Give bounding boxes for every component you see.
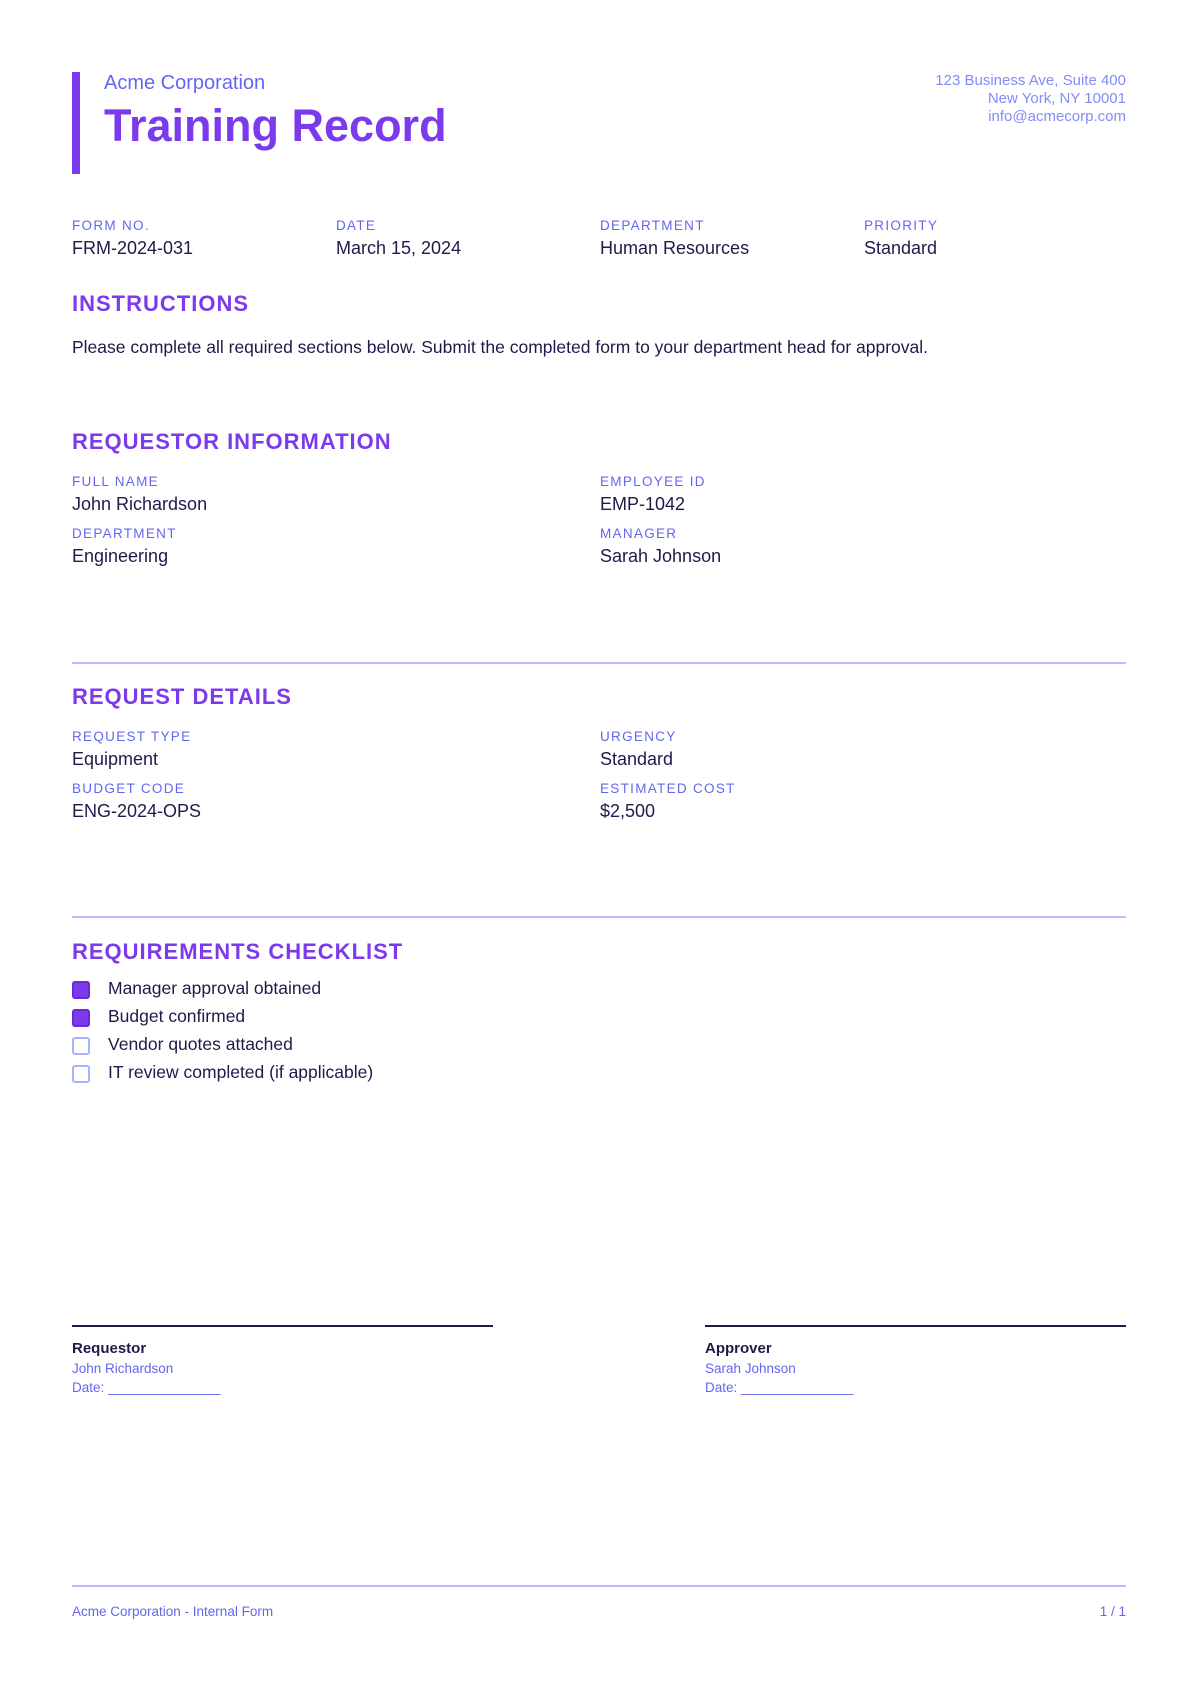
company-name: Acme Corporation <box>104 72 266 94</box>
meta-form-no <box>72 218 193 259</box>
footer-divider <box>72 1585 1126 1587</box>
signature-role: Approver <box>705 1340 772 1357</box>
field-label: EMPLOYEE ID <box>600 474 706 489</box>
header <box>72 72 1126 176</box>
field-label: FULL NAME <box>72 474 159 489</box>
meta-department <box>600 218 749 259</box>
checkbox[interactable] <box>72 1009 90 1027</box>
field-label: BUDGET CODE <box>72 781 186 796</box>
signature-name: John Richardson <box>72 1361 174 1376</box>
field-value[interactable]: John Richardson <box>72 494 208 514</box>
meta-label: FORM NO. <box>72 218 150 233</box>
field-value[interactable]: Engineering <box>72 546 169 566</box>
meta-value: Human Resources <box>600 238 750 258</box>
field-label: MANAGER <box>600 526 678 541</box>
section-divider <box>72 916 1126 918</box>
meta-label: DEPARTMENT <box>600 218 705 233</box>
signature-approver <box>705 1325 1126 1395</box>
footer-text: Acme Corporation - Internal Form <box>72 1604 274 1619</box>
instructions-text: Please complete all required sections below. Submit the completed form to your department head for approval. <box>72 337 929 357</box>
field-value[interactable]: Sarah Johnson <box>600 546 722 566</box>
checklist-heading: REQUIREMENTS CHECKLIST <box>72 939 404 964</box>
meta-value: FRM-2024-031 <box>72 238 194 258</box>
field-request-type <box>72 729 191 770</box>
request-details-heading: REQUEST DETAILS <box>72 684 292 709</box>
field-estimated-cost <box>600 781 736 822</box>
field-urgency <box>600 729 677 770</box>
address-line-1: 123 Business Ave, Suite 400 <box>935 72 1126 89</box>
address-line-2: New York, NY 10001 <box>987 90 1126 107</box>
checkbox[interactable] <box>72 1065 90 1083</box>
checkbox[interactable] <box>72 981 90 999</box>
field-employee-id <box>600 474 706 515</box>
company-email: info@acmecorp.com <box>988 108 1126 125</box>
checklist-item-label: IT review completed (if applicable) <box>108 1062 374 1082</box>
meta-value: Standard <box>864 238 938 258</box>
checklist-item-label: Manager approval obtained <box>108 978 322 998</box>
field-department <box>72 526 177 567</box>
meta-date <box>336 218 461 259</box>
signature-date[interactable]: Date: _______________ <box>705 1380 854 1395</box>
field-budget-code <box>72 781 201 822</box>
signature-role: Requestor <box>72 1340 147 1357</box>
header-accent-bar <box>72 72 80 174</box>
signature-name: Sarah Johnson <box>705 1361 796 1376</box>
section-divider <box>72 662 1126 664</box>
page-title: Training Record <box>104 100 447 151</box>
field-label: DEPARTMENT <box>72 526 177 541</box>
company-address <box>935 72 1126 126</box>
checklist-item-label: Budget confirmed <box>108 1006 246 1026</box>
form-meta <box>72 218 1126 268</box>
field-value[interactable]: ENG-2024-OPS <box>72 801 202 821</box>
field-manager <box>600 526 721 567</box>
field-label: ESTIMATED COST <box>600 781 736 796</box>
field-full-name <box>72 474 207 515</box>
requestor-heading: REQUESTOR INFORMATION <box>72 429 392 454</box>
signature-date[interactable]: Date: _______________ <box>72 1380 221 1395</box>
signature-requestor <box>72 1325 493 1395</box>
meta-label: DATE <box>336 218 377 233</box>
field-label: URGENCY <box>600 729 677 744</box>
field-value[interactable]: Equipment <box>72 749 159 769</box>
page-number: 1 / 1 <box>1099 1604 1126 1619</box>
signature-line[interactable] <box>72 1325 493 1327</box>
meta-value: March 15, 2024 <box>336 238 462 258</box>
form-page <box>72 0 1126 1683</box>
instructions-heading: INSTRUCTIONS <box>72 291 249 316</box>
checkbox[interactable] <box>72 1037 90 1055</box>
meta-priority <box>864 218 938 259</box>
checklist-item-label: Vendor quotes attached <box>108 1034 293 1054</box>
field-value[interactable]: EMP-1042 <box>600 494 686 514</box>
field-value[interactable]: Standard <box>600 749 674 769</box>
field-label: REQUEST TYPE <box>72 729 192 744</box>
signature-line[interactable] <box>705 1325 1126 1327</box>
meta-label: PRIORITY <box>864 218 939 233</box>
field-value[interactable]: $2,500 <box>600 801 656 821</box>
